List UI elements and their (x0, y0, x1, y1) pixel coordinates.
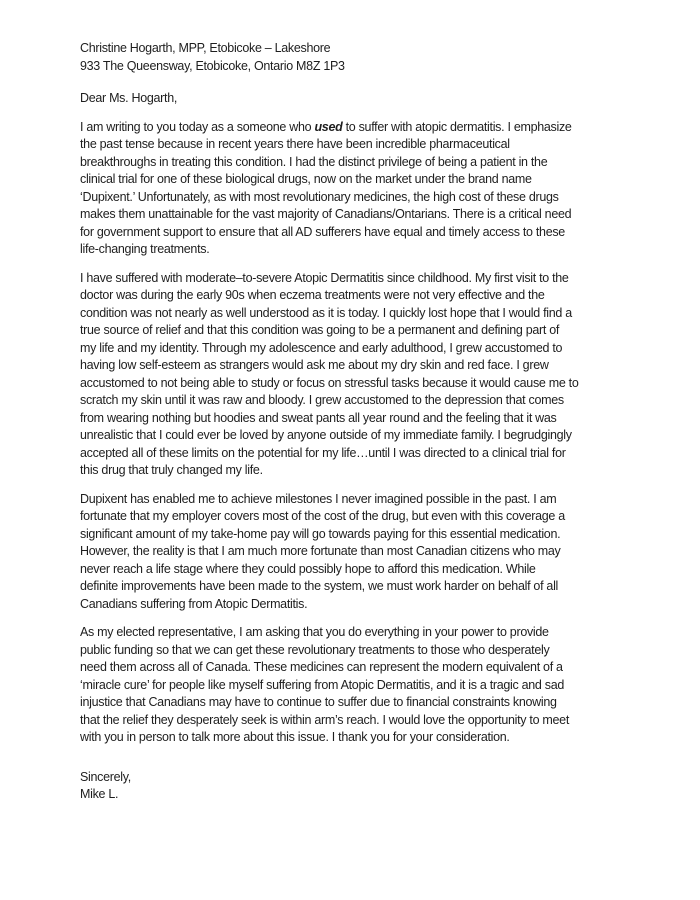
salutation-line: Dear Ms. Hogarth, (80, 91, 178, 105)
letter-line: fortunate that my employer covers most of the cost of the drug, but even with this coverage a (80, 509, 565, 523)
letter-line: this drug that truly changed my life. (80, 463, 263, 477)
letter-line: definite improvements have been made to the system, we must work harder on behalf of all (80, 579, 559, 593)
letter-line: never reach a life stage where they could possibly hope to afford this medication. While (80, 561, 536, 576)
recipient-address (80, 40, 620, 75)
letter-line: significant amount of my take-home pay will go towards paying for this essential medication. (80, 526, 561, 541)
letter-line: However, the reality is that I am much more fortunate than most Canadian citizens who may (80, 544, 561, 558)
letter-line: with you in person to talk more about this issue. I thank you for your consideration. (80, 730, 510, 744)
letter-line: from wearing nothing but hoodies and sweat pants all year round and the feeling that it was (80, 410, 557, 425)
signature-line: Mike L. (80, 787, 119, 801)
salutation (80, 90, 620, 108)
paragraph-2 (80, 270, 620, 480)
paragraph-1 (80, 119, 620, 259)
emphasized-word-used: used (314, 119, 343, 134)
letter-line: public funding so that we can get these revolutionary treatments to those who desperately (80, 642, 550, 657)
letter-line: scratch my skin until it was raw and bloody. I grew accustomed to the depression that comes (80, 393, 564, 407)
letter-line: having low self-esteem as strangers would ask me about my dry skin and red face. I grew (80, 358, 549, 372)
signature-block (80, 769, 620, 804)
letter-line: accepted all of these limits on the potential for my life…until I was directed to a clinical trial for (80, 445, 566, 460)
letter-line: breakthroughs in treating this condition. I had the distinct privilege of being a patient in the (80, 154, 548, 169)
letter-line: life-changing treatments. (80, 242, 210, 256)
closing-line: Sincerely, (80, 769, 131, 784)
letter-line: that the relief they desperately seek is within arm’s reach. I would love the opportunity to meet (80, 712, 569, 727)
recipient-street-line: 933 The Queensway, Etobicoke, Ontario M8Z 1P3 (80, 58, 345, 73)
recipient-name-line: Christine Hogarth, MPP, Etobicoke – Lakeshore (80, 41, 331, 55)
paragraph-1-line1-prefix: I am writing to you today as a someone who (80, 119, 315, 134)
letter-line: injustice that Canadians may have to continue to suffer due to financial constraints knowing (80, 695, 557, 709)
paragraph-4 (80, 624, 620, 747)
letter-line: clinical trial for one of these biological drugs, now on the market under the brand name (80, 172, 532, 186)
letter-line: the past tense because in recent years there have been incredible pharmaceutical (80, 137, 510, 151)
letter-line: condition was not nearly as well understood as it is today. I quickly lost hope that I would find a (80, 305, 572, 320)
paragraph-1-lines (80, 136, 620, 259)
letter-line: my life and my identity. Through my adolescence and early adulthood, I grew accustomed to (80, 340, 563, 355)
letter-line: unrealistic that I could ever be loved by anyone outside of my immediate family. I begrudgingly (80, 428, 572, 442)
letter-line: Canadians suffering from Atopic Dermatitis. (80, 596, 308, 611)
letter-line: ‘miracle cure’ for people like myself suffering from Atopic Dermatitis, and it is a tragic and sad (80, 677, 565, 692)
letter-content (80, 40, 620, 815)
letter-line: Dupixent has enabled me to achieve milestones I never imagined possible in the past. I am (80, 491, 557, 506)
letter-line: ‘Dupixent.’ Unfortunately, as with most revolutionary medicines, the high cost of these drugs (80, 189, 559, 204)
letter-line: need them across all of Canada. These medicines can represent the modern equivalent of a (80, 660, 563, 674)
paragraph-3 (80, 491, 620, 614)
letter-line: doctor was during the early 90s when eczema treatments were not very effective and the (80, 288, 545, 302)
letter-line: makes them unattainable for the vast majority of Canadians/Ontarians. There is a critical need (80, 207, 572, 221)
paragraph-1-first-line (80, 119, 620, 137)
paragraph-1-line1-suffix: to suffer with atopic dermatitis. I emphasize (342, 119, 572, 134)
letter-line: I have suffered with moderate–to-severe Atopic Dermatitis since childhood. My first visit to the (80, 270, 569, 285)
letter-line: accustomed to not being able to study or focus on stressful tasks because it would cause me to (80, 375, 579, 390)
letter-line: true source of relief and that this condition was going to be a permanent and defining part of (80, 323, 560, 337)
letter-line: As my elected representative, I am asking that you do everything in your power to provide (80, 625, 549, 639)
letter-line: for government support to ensure that all AD sufferers have equal and timely access to these (80, 224, 565, 239)
